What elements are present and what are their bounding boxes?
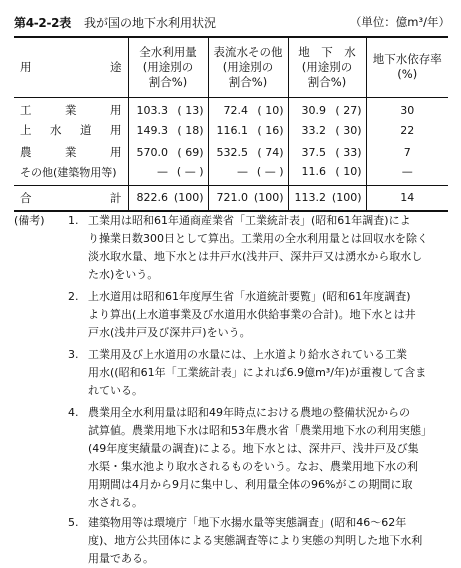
table-title: 我が国の地下水利用状況 [84,16,217,30]
table-row [14,97,448,119]
row-label: 上 水 道 用 [20,123,122,137]
row-label: 工 業 用 [20,103,122,118]
total-value: 149.3 [128,119,170,141]
total-pct: ( 18) [177,123,204,137]
surface-pct: ( 74) [257,145,284,159]
ground-pct: ( 30) [335,123,362,137]
dependence-value: 30 [366,97,448,119]
surface-value: 116.1 [208,119,250,141]
unit-label: （単位：億m³/年） [349,15,450,29]
ground-value: 30.9 [288,97,328,119]
surface-pct: (100) [253,191,284,205]
table-number: 第4-2-2表 [14,16,71,30]
col-header-use: 用 途 [14,37,128,97]
dependence-value: 22 [366,119,448,141]
row-label: 農 業 用 [20,145,122,159]
row-label: その他(建築物用等) [20,165,117,179]
dependence-value: 14 [366,185,448,211]
total-value: — [128,163,170,185]
total-pct: (100) [173,191,204,205]
ground-pct: ( 10) [335,165,362,179]
table-row [14,119,448,141]
notes-heading: (備考) [14,214,45,227]
ground-pct: (100) [331,191,362,205]
groundwater-table [14,36,448,212]
row-label: 合 計 [20,190,122,205]
surface-pct: ( 16) [257,123,284,137]
header-row [14,37,448,97]
total-pct: ( 13) [177,103,204,117]
surface-value: 72.4 [208,97,250,119]
total-value: 103.3 [128,97,170,119]
col-header-total: 全水利用量 (用途別の 割合%) [128,37,208,97]
total-value: 570.0 [128,141,170,163]
dependence-value: 7 [366,141,448,163]
ground-value: 11.6 [288,163,328,185]
dependence-value: — [366,163,448,185]
ground-value: 33.2 [288,119,328,141]
surface-pct: ( 10) [257,103,284,117]
ground-pct: ( 33) [335,145,362,159]
ground-pct: ( 27) [335,103,362,117]
surface-value: 721.0 [208,185,250,211]
surface-pct: ( — ) [256,165,284,179]
col-header-ground: 地 下 水 (用途別の 割合%) [288,37,366,97]
ground-value: 37.5 [288,141,328,163]
total-value: 822.6 [128,185,170,211]
total-pct: ( 69) [177,145,204,159]
surface-value: — [208,163,250,185]
col-header-surface: 表流水その他 (用途別の 割合%) [208,37,288,97]
total-pct: ( — ) [176,165,204,179]
table-row [14,141,448,163]
col-header-dependence: 地下水依存率 (%) [366,37,448,97]
surface-value: 532.5 [208,141,250,163]
table-header [14,14,454,30]
total-row [14,185,448,211]
table-row [14,163,448,185]
ground-value: 113.2 [288,185,328,211]
